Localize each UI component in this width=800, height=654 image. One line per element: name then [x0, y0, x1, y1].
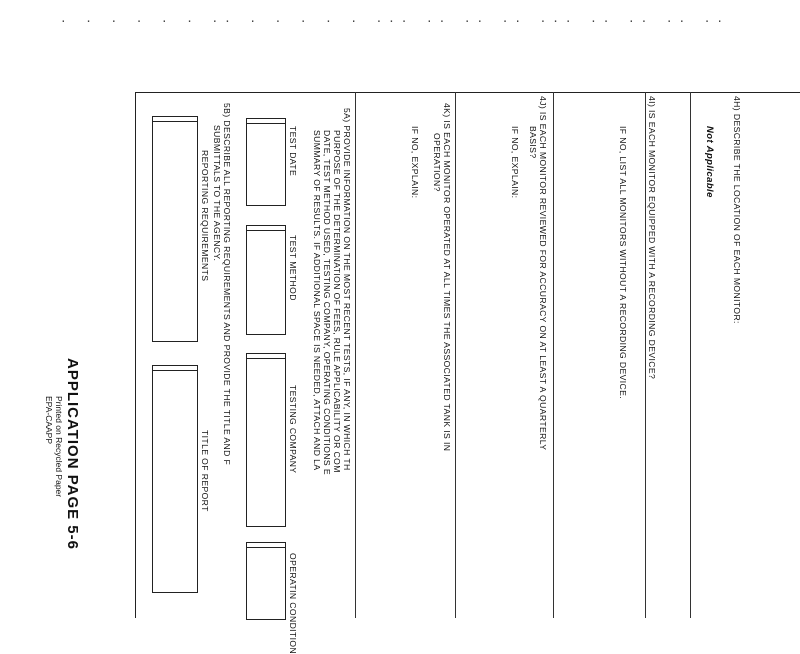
column-test-date: TEST DATE [288, 126, 298, 177]
column-operating-conditions: OPERATIN CONDITION [288, 553, 298, 654]
recycled-paper-note: Printed on Recycled Paper [54, 396, 64, 498]
testing-company-field[interactable] [246, 353, 286, 527]
question-4j: 4J) IS EACH MONITOR REVIEWED FOR ACCURACY ON AT LEAST A QUARTERLY BASIS? [528, 96, 548, 451]
page-footer [44, 358, 81, 550]
followup-4j: IF NO, EXPLAIN: [510, 126, 520, 199]
column-reporting-requirements: REPORTING REQUIREMENTS [200, 150, 210, 282]
title-of-report-field[interactable] [152, 365, 198, 593]
followup-4i: IF NO, LIST ALL MONITORS WITHOUT A RECORDING DEVICE. [618, 126, 628, 400]
page-top-border [135, 92, 800, 93]
answer-4h: Not Applicable [704, 126, 715, 198]
section-divider [645, 92, 646, 618]
operating-conditions-field[interactable] [246, 542, 286, 620]
test-date-field[interactable] [246, 118, 286, 206]
question-5b: 5B) DESCRIBE ALL REPORTING REQUIREMENTS AND PROVIDE THE TITLE AND F SUBMITTALS TO THE AGENCY. [212, 103, 232, 466]
page-number-title: APPLICATION PAGE 5-6 [64, 358, 81, 550]
reporting-requirements-field[interactable] [152, 116, 198, 342]
question-4h-text: 4H) DESCRIBE THE LOCATION OF EACH MONITOR: [732, 96, 742, 324]
form-code: EPA-CAAPP [44, 396, 54, 445]
section-divider [553, 92, 554, 618]
column-test-method: TEST METHOD [288, 235, 298, 301]
column-testing-company: TESTING COMPANY [288, 385, 298, 474]
question-4k: 4K) IS EACH MONITOR OPERATED AT ALL TIMES THE ASSOCIATED TANK IS IN OPERATION? [432, 103, 452, 452]
page-left-border [135, 92, 136, 618]
test-method-field[interactable] [246, 225, 286, 335]
section-divider [355, 92, 356, 618]
section-divider [690, 92, 691, 618]
question-5a: 5A) PROVIDE INFORMATION ON THE MOST RECENT TESTS, IF ANY, IN WHICH TH PURPOSE OF THE DETERMINATION OF FEES, RULE APPLICABILITY OR COM DATE, TEST METHOD USED, TESTING COMPANY, OPERATING CONDITIONS E SUMMARY OF RESULTS. IF ADDITIONAL SPACE IS NEEDED, ATTACH AND LA [312, 108, 352, 475]
scan-header-noise: . . . . . . .. . . . . . ... .. .. .. ... .. .. .. .. [60, 12, 729, 25]
followup-4k: IF NO, EXPLAIN: [410, 126, 420, 199]
question-4h [732, 96, 742, 324]
question-4i: 4I) IS EACH MONITOR EQUIPPED WITH A RECORDING DEVICE? [647, 96, 657, 380]
section-divider [455, 92, 456, 618]
column-title-of-report: TITLE OF REPORT [200, 430, 210, 512]
